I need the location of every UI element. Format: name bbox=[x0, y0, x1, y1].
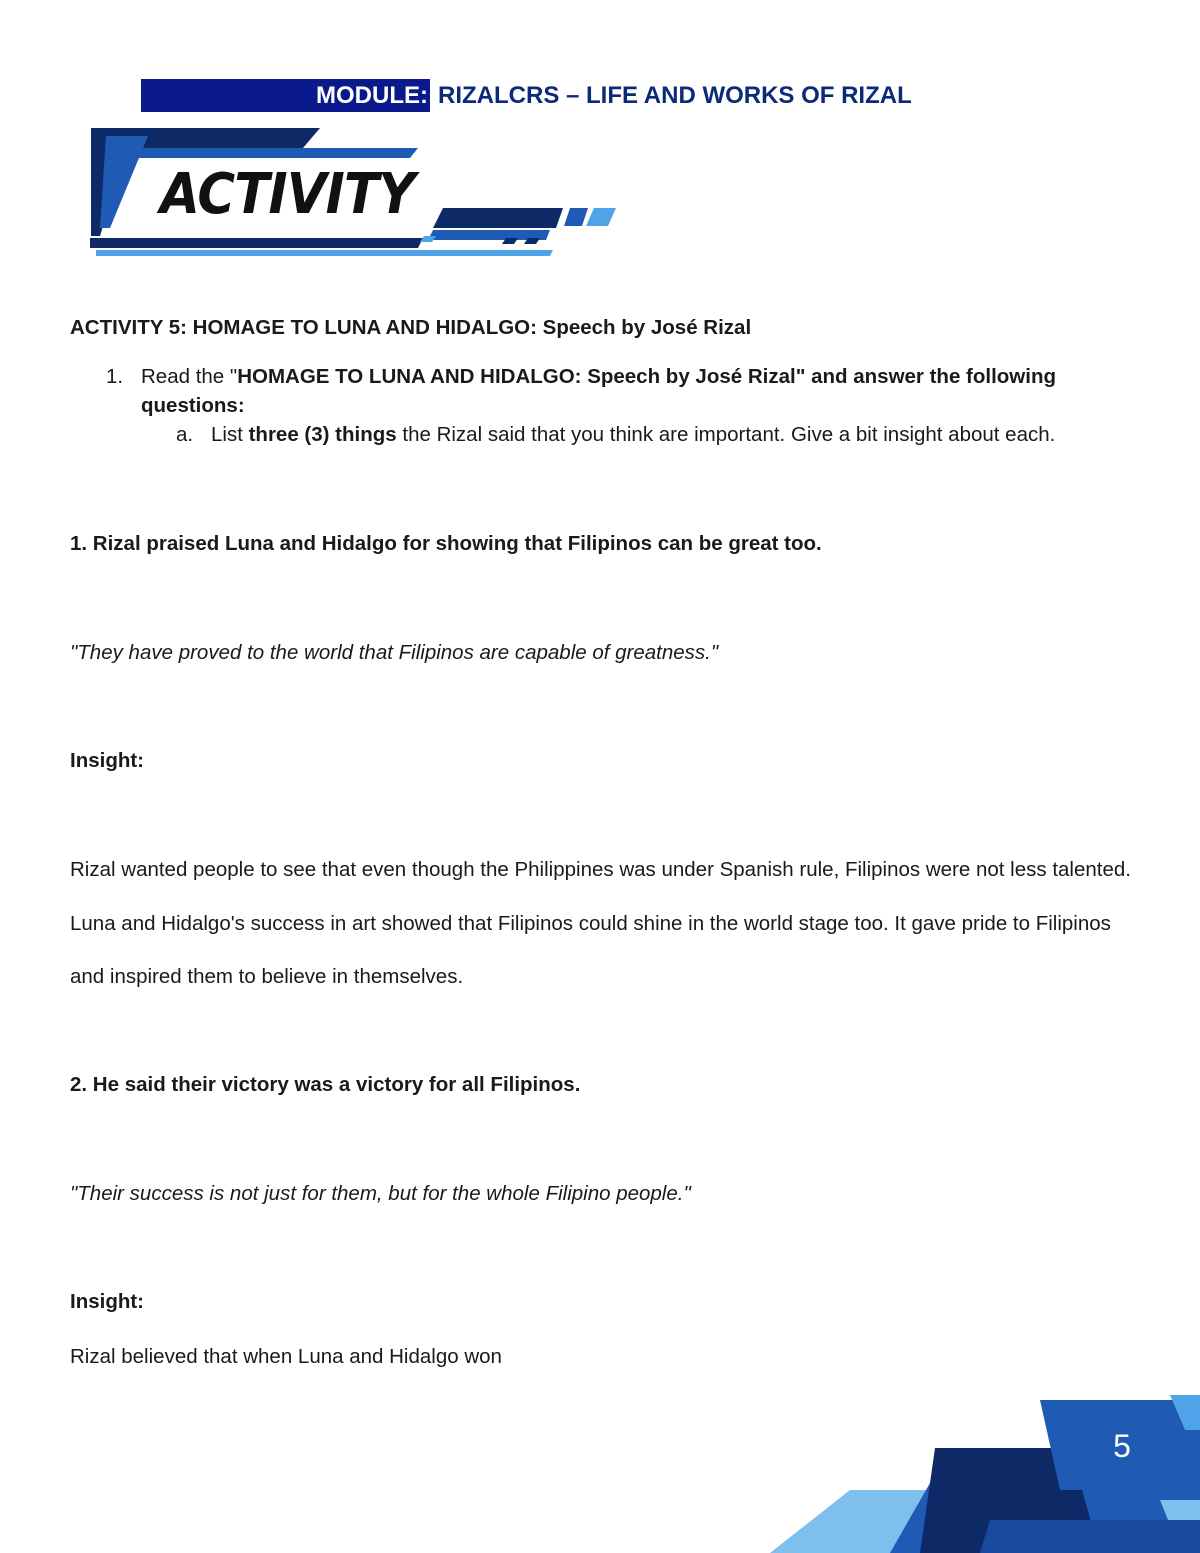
point-title: 1. Rizal praised Luna and Hidalgo for showing that Filipinos can be great too. bbox=[70, 532, 822, 555]
point-quote: "They have proved to the world that Filipinos are capable of greatness." bbox=[70, 641, 719, 664]
sub-instruction-pre: List bbox=[211, 423, 249, 446]
module-label: MODULE: bbox=[316, 82, 428, 109]
page-number: 5 bbox=[1113, 1428, 1131, 1464]
module-title: RIZALCRS – LIFE AND WORKS OF RIZAL bbox=[438, 82, 912, 109]
insight-paragraph: Rizal believed that when Luna and Hidalgo won bbox=[70, 1345, 502, 1368]
insight-label: Insight: bbox=[70, 1290, 145, 1313]
instruction-bold: HOMAGE TO LUNA AND HIDALGO: Speech by José Rizal" and answer the following questions: bbox=[141, 365, 1056, 417]
instruction-text bbox=[141, 362, 1101, 420]
insight-paragraph: Rizal wanted people to see that even though the Philippines was under Spanish rule, Filipinos were not less talented. Luna and Hidalgo's success in art showed that Filipinos could shine in the world stage too. It gave pride to Filipinos and inspired them to believe in themselves. bbox=[70, 858, 1131, 988]
point-title: 2. He said their victory was a victory for all Filipinos. bbox=[70, 1073, 581, 1096]
instruction-prefix: Read the " bbox=[141, 365, 238, 388]
sub-instruction-text bbox=[211, 420, 1131, 449]
point-quote: "Their success is not just for them, but for the whole Filipino people." bbox=[70, 1182, 691, 1205]
activity-banner-text: ACTIVITY bbox=[160, 162, 415, 227]
corner-decoration bbox=[740, 1390, 1200, 1553]
instruction-number: 1. bbox=[106, 365, 124, 388]
sub-instruction-post: the Rizal said that you think are important. Give a bit insight about each. bbox=[396, 423, 1056, 446]
insight-label: Insight: bbox=[70, 749, 145, 772]
sub-instruction-letter: a. bbox=[176, 423, 194, 446]
activity-heading: ACTIVITY 5: HOMAGE TO LUNA AND HIDALGO: Speech by José Rizal bbox=[70, 316, 752, 339]
sub-instruction-bold: three (3) things bbox=[248, 423, 397, 446]
